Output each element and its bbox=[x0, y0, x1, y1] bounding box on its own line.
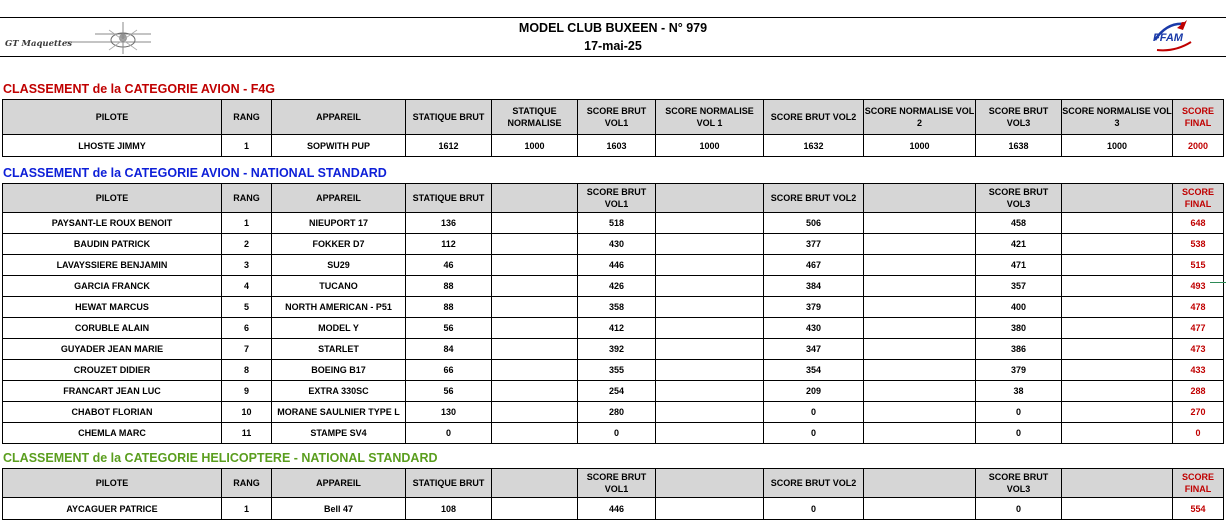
section-title-f4g: CLASSEMENT de la CATEGORIE AVION - F4G bbox=[3, 82, 276, 96]
cell-score-normalise-vol1 bbox=[656, 339, 764, 360]
section-title-national-standard: CLASSEMENT de la CATEGORIE AVION - NATIONAL STANDARD bbox=[3, 166, 387, 180]
col-header-rang: RANG bbox=[222, 469, 272, 498]
results-table-national-standard bbox=[2, 183, 1224, 444]
cell-appareil: EXTRA 330SC bbox=[272, 381, 406, 402]
cell-appareil: STARLET bbox=[272, 339, 406, 360]
cell-score-brut-vol3: 458 bbox=[976, 213, 1062, 234]
col-header-pilote: PILOTE bbox=[3, 184, 222, 213]
table-row bbox=[3, 360, 1224, 381]
cell-appareil: FOKKER D7 bbox=[272, 234, 406, 255]
table-row bbox=[3, 381, 1224, 402]
cell-statique-brut: 56 bbox=[406, 318, 492, 339]
cell-rang: 6 bbox=[222, 318, 272, 339]
cell-score-brut-vol3: 357 bbox=[976, 276, 1062, 297]
cell-statique-brut: 66 bbox=[406, 360, 492, 381]
cell-score-normalise-vol1 bbox=[656, 276, 764, 297]
section-title-helicoptere: CLASSEMENT de la CATEGORIE HELICOPTERE - NATIONAL STANDARD bbox=[3, 451, 438, 465]
cell-statique-normalise bbox=[492, 234, 578, 255]
col-header-score-normalise-vol2: SCORE NORMALISE VOL 2 bbox=[864, 100, 976, 135]
cell-rang: 3 bbox=[222, 255, 272, 276]
cell-pilote: BAUDIN PATRICK bbox=[3, 234, 222, 255]
cell-statique-normalise bbox=[492, 297, 578, 318]
cell-score-normalise-vol3 bbox=[1062, 213, 1173, 234]
cell-score-brut-vol2: 0 bbox=[764, 402, 864, 423]
cell-pilote: CORUBLE ALAIN bbox=[3, 318, 222, 339]
event-date: 17-mai-25 bbox=[584, 39, 642, 53]
left-logo-text: GT Maquettes bbox=[5, 39, 73, 49]
table-row bbox=[3, 297, 1224, 318]
col-header-score-brut-vol1: SCORE BRUT VOL1 bbox=[578, 469, 656, 498]
cell-score-normalise-vol2 bbox=[864, 423, 976, 444]
col-header-score-brut-vol2: SCORE BRUT VOL2 bbox=[764, 184, 864, 213]
table-row bbox=[3, 255, 1224, 276]
cell-score-normalise-vol1 bbox=[656, 423, 764, 444]
cell-score-brut-vol3: 471 bbox=[976, 255, 1062, 276]
cell-score-final: 433 bbox=[1173, 360, 1224, 381]
cell-score-brut-vol1: 426 bbox=[578, 276, 656, 297]
cell-score-brut-vol1: 412 bbox=[578, 318, 656, 339]
cell-pilote: CHEMLA MARC bbox=[3, 423, 222, 444]
col-header-score-normalise-vol1: SCORE NORMALISE VOL 1 bbox=[656, 100, 764, 135]
cell-rang: 1 bbox=[222, 135, 272, 157]
cell-score-normalise-vol2 bbox=[864, 402, 976, 423]
cell-score-brut-vol3: 380 bbox=[976, 318, 1062, 339]
col-header-empty bbox=[864, 469, 976, 498]
cell-score-brut-vol1: 392 bbox=[578, 339, 656, 360]
cell-statique-normalise bbox=[492, 402, 578, 423]
col-header-empty bbox=[656, 184, 764, 213]
cell-pilote: FRANCART JEAN LUC bbox=[3, 381, 222, 402]
cell-score-normalise-vol1 bbox=[656, 318, 764, 339]
cell-score-final: 288 bbox=[1173, 381, 1224, 402]
cell-score-brut-vol2: 430 bbox=[764, 318, 864, 339]
cell-rang: 10 bbox=[222, 402, 272, 423]
cell-score-normalise-vol1 bbox=[656, 234, 764, 255]
cell-score-normalise-vol1 bbox=[656, 402, 764, 423]
cell-score-brut-vol2: 0 bbox=[764, 423, 864, 444]
cell-score-normalise-vol1 bbox=[656, 498, 764, 520]
cell-score-brut-vol1: 518 bbox=[578, 213, 656, 234]
cell-rang: 5 bbox=[222, 297, 272, 318]
right-logo-text: FFAM bbox=[1153, 32, 1183, 44]
col-header-score-final: SCORE FINAL bbox=[1173, 469, 1224, 498]
cell-statique-normalise bbox=[492, 381, 578, 402]
col-header-statique-brut: STATIQUE BRUT bbox=[406, 100, 492, 135]
cell-score-normalise-vol2 bbox=[864, 213, 976, 234]
cell-score-normalise-vol2 bbox=[864, 276, 976, 297]
cell-rang: 2 bbox=[222, 234, 272, 255]
table-header-row bbox=[3, 469, 1224, 498]
cell-score-brut-vol3: 0 bbox=[976, 498, 1062, 520]
cell-statique-brut: 112 bbox=[406, 234, 492, 255]
cell-score-normalise-vol3 bbox=[1062, 423, 1173, 444]
cell-score-brut-vol1: 1603 bbox=[578, 135, 656, 157]
cell-score-brut-vol2: 506 bbox=[764, 213, 864, 234]
col-header-score-brut-vol2: SCORE BRUT VOL2 bbox=[764, 469, 864, 498]
cell-score-normalise-vol3 bbox=[1062, 255, 1173, 276]
cell-score-normalise-vol2 bbox=[864, 234, 976, 255]
table-header-row bbox=[3, 100, 1224, 135]
col-header-empty bbox=[656, 469, 764, 498]
table-row bbox=[3, 423, 1224, 444]
cell-pilote: HEWAT MARCUS bbox=[3, 297, 222, 318]
cell-score-final: 515 bbox=[1173, 255, 1224, 276]
cell-score-brut-vol1: 430 bbox=[578, 234, 656, 255]
table-row bbox=[3, 339, 1224, 360]
cell-rang: 1 bbox=[222, 213, 272, 234]
table-row bbox=[3, 234, 1224, 255]
cell-score-normalise-vol1 bbox=[656, 255, 764, 276]
cell-pilote: CROUZET DIDIER bbox=[3, 360, 222, 381]
cell-score-brut-vol3: 421 bbox=[976, 234, 1062, 255]
cell-statique-normalise bbox=[492, 213, 578, 234]
table-row bbox=[3, 213, 1224, 234]
cell-appareil: SU29 bbox=[272, 255, 406, 276]
cell-score-normalise-vol3 bbox=[1062, 498, 1173, 520]
col-header-pilote: PILOTE bbox=[3, 469, 222, 498]
page-header bbox=[0, 17, 1226, 57]
table-header-row bbox=[3, 184, 1224, 213]
cell-score-brut-vol1: 280 bbox=[578, 402, 656, 423]
cell-score-brut-vol2: 209 bbox=[764, 381, 864, 402]
col-header-rang: RANG bbox=[222, 184, 272, 213]
cell-score-brut-vol3: 0 bbox=[976, 423, 1062, 444]
cell-appareil: MORANE SAULNIER TYPE L bbox=[272, 402, 406, 423]
cell-score-brut-vol1: 446 bbox=[578, 255, 656, 276]
cell-score-normalise-vol1 bbox=[656, 213, 764, 234]
cell-score-brut-vol2: 384 bbox=[764, 276, 864, 297]
cell-score-brut-vol1: 358 bbox=[578, 297, 656, 318]
cell-statique-brut: 0 bbox=[406, 423, 492, 444]
col-header-pilote: PILOTE bbox=[3, 100, 222, 135]
results-table-f4g bbox=[2, 99, 1224, 157]
results-table-helicoptere bbox=[2, 468, 1224, 520]
cell-statique-normalise bbox=[492, 498, 578, 520]
cell-statique-normalise: 1000 bbox=[492, 135, 578, 157]
cell-score-normalise-vol2 bbox=[864, 339, 976, 360]
cell-appareil: NIEUPORT 17 bbox=[272, 213, 406, 234]
cell-appareil: TUCANO bbox=[272, 276, 406, 297]
cell-score-brut-vol2: 1632 bbox=[764, 135, 864, 157]
col-header-appareil: APPAREIL bbox=[272, 469, 406, 498]
cell-statique-normalise bbox=[492, 276, 578, 297]
cell-score-final: 2000 bbox=[1173, 135, 1224, 157]
cell-score-normalise-vol2 bbox=[864, 255, 976, 276]
cell-pilote: GARCIA FRANCK bbox=[3, 276, 222, 297]
cell-score-normalise-vol2 bbox=[864, 360, 976, 381]
cell-statique-normalise bbox=[492, 360, 578, 381]
cell-rang: 4 bbox=[222, 276, 272, 297]
cell-score-normalise-vol2 bbox=[864, 318, 976, 339]
cell-statique-brut: 84 bbox=[406, 339, 492, 360]
col-header-appareil: APPAREIL bbox=[272, 184, 406, 213]
cell-score-brut-vol1: 0 bbox=[578, 423, 656, 444]
cell-score-normalise-vol3 bbox=[1062, 339, 1173, 360]
cell-score-brut-vol2: 354 bbox=[764, 360, 864, 381]
cell-score-brut-vol1: 446 bbox=[578, 498, 656, 520]
col-header-score-brut-vol1: SCORE BRUT VOL1 bbox=[578, 100, 656, 135]
cell-score-brut-vol1: 355 bbox=[578, 360, 656, 381]
cell-appareil: MODEL Y bbox=[272, 318, 406, 339]
cell-score-normalise-vol1: 1000 bbox=[656, 135, 764, 157]
cell-appareil: NORTH AMERICAN - P51 bbox=[272, 297, 406, 318]
cell-score-final: 478 bbox=[1173, 297, 1224, 318]
cell-statique-brut: 88 bbox=[406, 297, 492, 318]
cell-appareil: STAMPE SV4 bbox=[272, 423, 406, 444]
col-header-score-normalise-vol3: SCORE NORMALISE VOL 3 bbox=[1062, 100, 1173, 135]
cell-score-normalise-vol3 bbox=[1062, 402, 1173, 423]
cell-statique-brut: 46 bbox=[406, 255, 492, 276]
cell-appareil: SOPWITH PUP bbox=[272, 135, 406, 157]
cell-score-normalise-vol2: 1000 bbox=[864, 135, 976, 157]
cell-score-normalise-vol1 bbox=[656, 381, 764, 402]
cell-score-brut-vol2: 467 bbox=[764, 255, 864, 276]
cell-score-final: 0 bbox=[1173, 423, 1224, 444]
club-title: MODEL CLUB BUXEEN - N° 979 bbox=[518, 21, 708, 35]
cell-score-brut-vol3: 400 bbox=[976, 297, 1062, 318]
cell-score-final: 270 bbox=[1173, 402, 1224, 423]
cell-pilote: GUYADER JEAN MARIE bbox=[3, 339, 222, 360]
cell-pilote: PAYSANT-LE ROUX BENOIT bbox=[3, 213, 222, 234]
table-row bbox=[3, 402, 1224, 423]
cell-score-brut-vol3: 38 bbox=[976, 381, 1062, 402]
cell-score-brut-vol1: 254 bbox=[578, 381, 656, 402]
cell-score-normalise-vol1 bbox=[656, 360, 764, 381]
cell-score-final: 648 bbox=[1173, 213, 1224, 234]
cell-score-brut-vol3: 386 bbox=[976, 339, 1062, 360]
cell-score-normalise-vol2 bbox=[864, 498, 976, 520]
cell-statique-brut: 88 bbox=[406, 276, 492, 297]
cell-score-brut-vol3: 1638 bbox=[976, 135, 1062, 157]
cell-score-normalise-vol3: 1000 bbox=[1062, 135, 1173, 157]
cell-score-final: 493 bbox=[1173, 276, 1224, 297]
cell-score-brut-vol2: 379 bbox=[764, 297, 864, 318]
col-header-score-brut-vol3: SCORE BRUT VOL3 bbox=[976, 469, 1062, 498]
cell-score-final: 477 bbox=[1173, 318, 1224, 339]
col-header-empty bbox=[492, 469, 578, 498]
cell-score-final: 473 bbox=[1173, 339, 1224, 360]
cell-score-brut-vol2: 377 bbox=[764, 234, 864, 255]
cell-pilote: LHOSTE JIMMY bbox=[3, 135, 222, 157]
cell-appareil: BOEING B17 bbox=[272, 360, 406, 381]
cell-pilote: LAVAYSSIERE BENJAMIN bbox=[3, 255, 222, 276]
cell-rang: 9 bbox=[222, 381, 272, 402]
cell-score-brut-vol3: 379 bbox=[976, 360, 1062, 381]
cell-score-normalise-vol3 bbox=[1062, 234, 1173, 255]
cell-score-brut-vol2: 347 bbox=[764, 339, 864, 360]
cell-score-normalise-vol3 bbox=[1062, 381, 1173, 402]
col-header-statique-brut: STATIQUE BRUT bbox=[406, 184, 492, 213]
national-standard-rows bbox=[3, 213, 1224, 444]
cell-score-brut-vol3: 0 bbox=[976, 402, 1062, 423]
cell-score-normalise-vol3 bbox=[1062, 318, 1173, 339]
cell-rang: 7 bbox=[222, 339, 272, 360]
cell-statique-brut: 108 bbox=[406, 498, 492, 520]
cell-score-brut-vol2: 0 bbox=[764, 498, 864, 520]
col-header-empty bbox=[1062, 184, 1173, 213]
cell-score-normalise-vol3 bbox=[1062, 360, 1173, 381]
col-header-statique-brut: STATIQUE BRUT bbox=[406, 469, 492, 498]
cell-statique-normalise bbox=[492, 423, 578, 444]
table-row bbox=[3, 135, 1224, 157]
cell-score-normalise-vol3 bbox=[1062, 276, 1173, 297]
cell-score-normalise-vol3 bbox=[1062, 297, 1173, 318]
col-header-empty bbox=[492, 184, 578, 213]
cell-rang: 8 bbox=[222, 360, 272, 381]
col-header-statique-normalise: STATIQUE NORMALISE bbox=[492, 100, 578, 135]
col-header-empty bbox=[1062, 469, 1173, 498]
cell-score-normalise-vol1 bbox=[656, 297, 764, 318]
col-header-score-final: SCORE FINAL bbox=[1173, 184, 1224, 213]
table-row bbox=[3, 318, 1224, 339]
cell-selection-marker bbox=[1210, 282, 1226, 283]
col-header-score-final: SCORE FINAL bbox=[1173, 100, 1224, 135]
table-row bbox=[3, 276, 1224, 297]
cell-statique-normalise bbox=[492, 339, 578, 360]
cell-score-normalise-vol2 bbox=[864, 381, 976, 402]
ffam-logo bbox=[1147, 18, 1195, 58]
table-row bbox=[3, 498, 1224, 520]
cell-rang: 11 bbox=[222, 423, 272, 444]
cell-appareil: Bell 47 bbox=[272, 498, 406, 520]
cell-statique-normalise bbox=[492, 255, 578, 276]
col-header-appareil: APPAREIL bbox=[272, 100, 406, 135]
cell-score-normalise-vol2 bbox=[864, 297, 976, 318]
cell-statique-brut: 130 bbox=[406, 402, 492, 423]
cell-statique-normalise bbox=[492, 318, 578, 339]
cell-statique-brut: 1612 bbox=[406, 135, 492, 157]
col-header-score-brut-vol1: SCORE BRUT VOL1 bbox=[578, 184, 656, 213]
col-header-score-brut-vol2: SCORE BRUT VOL2 bbox=[764, 100, 864, 135]
cell-rang: 1 bbox=[222, 498, 272, 520]
cell-score-final: 554 bbox=[1173, 498, 1224, 520]
cell-pilote: AYCAGUER PATRICE bbox=[3, 498, 222, 520]
col-header-score-brut-vol3: SCORE BRUT VOL3 bbox=[976, 184, 1062, 213]
cell-pilote: CHABOT FLORIAN bbox=[3, 402, 222, 423]
col-header-rang: RANG bbox=[222, 100, 272, 135]
cell-statique-brut: 136 bbox=[406, 213, 492, 234]
cell-statique-brut: 56 bbox=[406, 381, 492, 402]
col-header-empty bbox=[864, 184, 976, 213]
cell-score-final: 538 bbox=[1173, 234, 1224, 255]
col-header-score-brut-vol3: SCORE BRUT VOL3 bbox=[976, 100, 1062, 135]
